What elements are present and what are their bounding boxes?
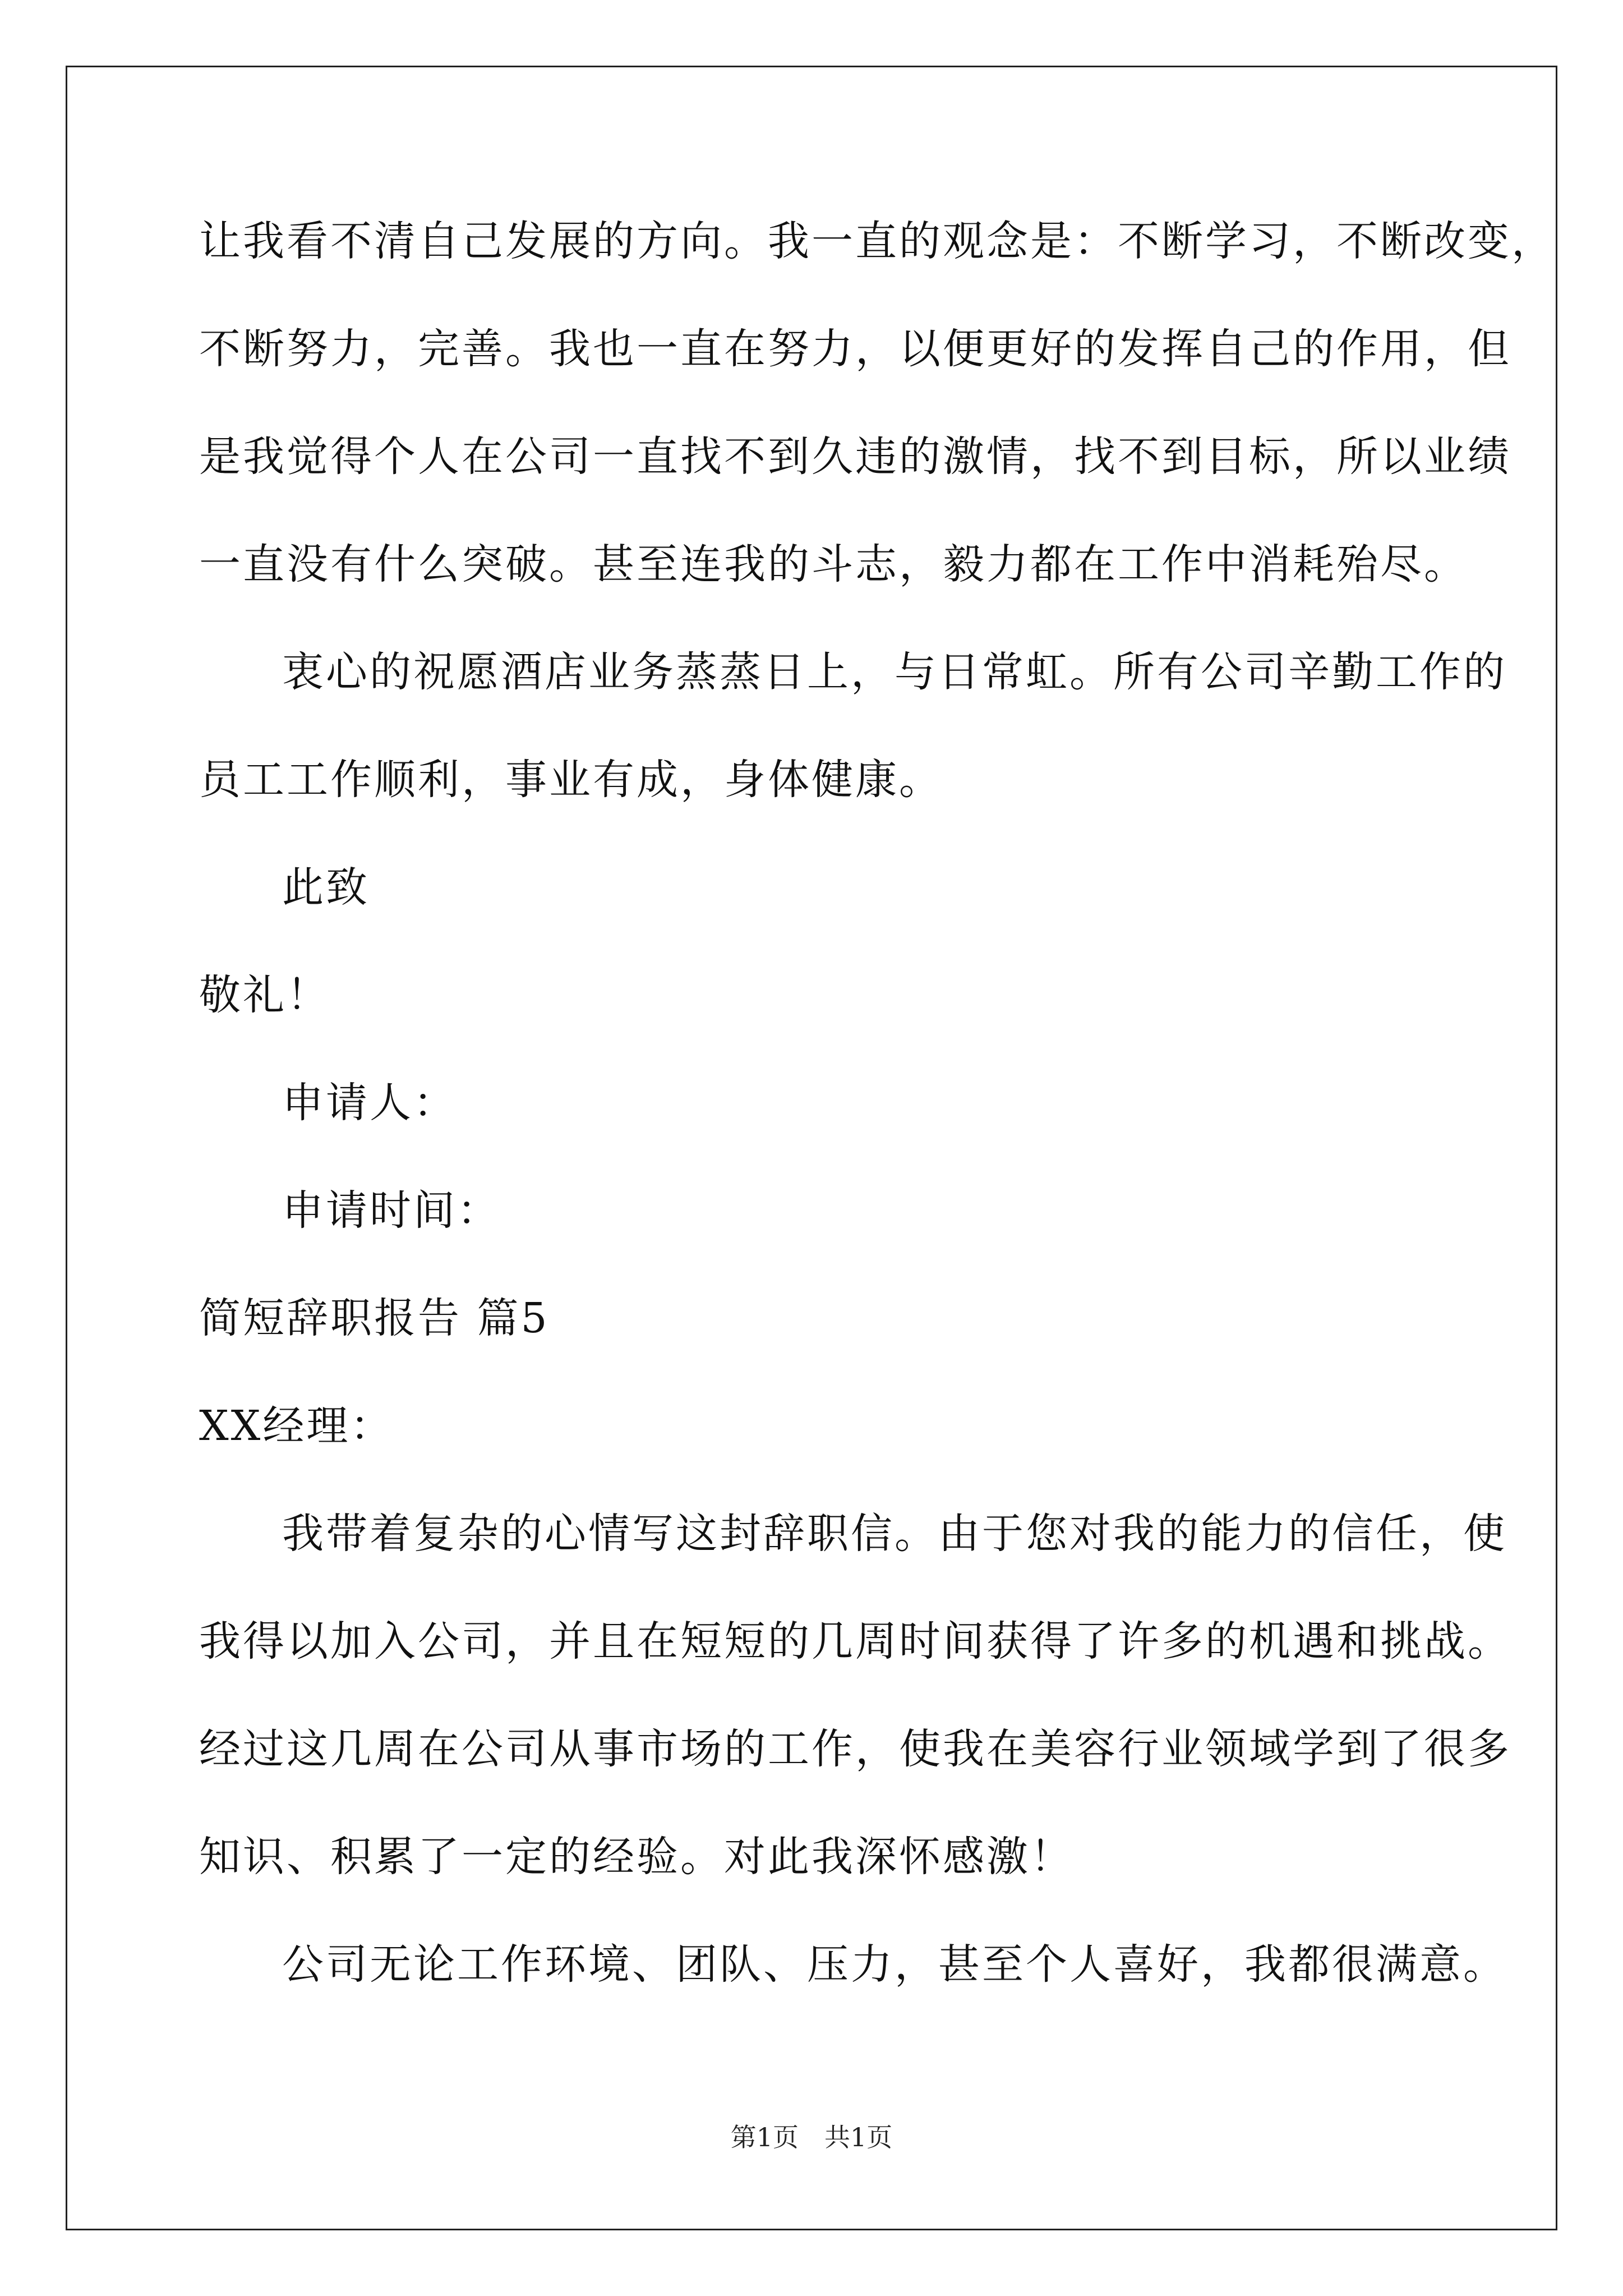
addressee: XX经理：: [199, 1402, 394, 1450]
section-heading: 简短辞职报告 篇5: [199, 1294, 550, 1342]
text-line: 知识、积累了一定的经验。对此我深怀感激！: [199, 1833, 1074, 1881]
applicant-label: 申请人：: [282, 1079, 457, 1127]
text-line: 我带着复杂的心情写这封辞职信。由于您对我的能力的信任，使: [282, 1510, 1507, 1558]
closing-salutation: 此致: [282, 863, 370, 912]
closing-regards: 敬礼！: [199, 971, 330, 1019]
text-line: 一直没有什么突破。甚至连我的斗志，毅力都在工作中消耗殆尽。: [199, 540, 1468, 588]
text-line: 不断努力，完善。我也一直在努力，以便更好的发挥自己的作用，但: [199, 325, 1511, 373]
page-footer: 第1页 共1页: [730, 2122, 893, 2152]
text-line: 是我觉得个人在公司一直找不到久违的激情，找不到目标，所以业绩: [199, 432, 1511, 481]
page-border: [66, 66, 1557, 2230]
text-line: 经过这几周在公司从事市场的工作，使我在美容行业领域学到了很多: [199, 1725, 1511, 1773]
text-line: 我得以加入公司，并且在短短的几周时间获得了许多的机遇和挑战。: [199, 1617, 1511, 1665]
text-line: 公司无论工作环境、团队、压力，甚至个人喜好，我都很满意。: [282, 1940, 1507, 1989]
application-date-label: 申请时间：: [282, 1186, 501, 1235]
text-line: 让我看不清自己发展的方向。我一直的观念是：不断学习，不断改变，: [199, 217, 1555, 265]
text-line: 衷心的祝愿酒店业务蒸蒸日上，与日常虹。所有公司辛勤工作的: [282, 648, 1507, 696]
text-line: 员工工作顺利，事业有成，身体健康。: [199, 756, 943, 804]
